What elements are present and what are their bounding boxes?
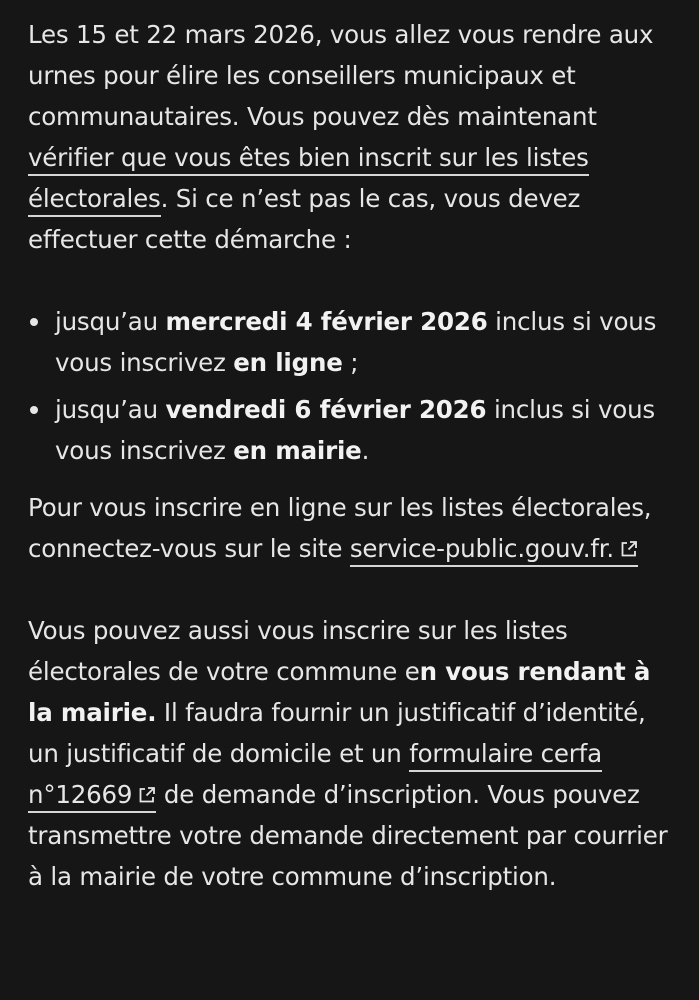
mairie-text-2: Il faudra fournir un justificatif d’identité, un justificatif de domicile et un: [28, 698, 646, 768]
deadline-method: en mairie: [233, 436, 362, 465]
bullet-icon: [30, 406, 38, 414]
deadline-method: en ligne: [233, 348, 343, 377]
deadline-prefix: jusqu’au: [55, 395, 166, 424]
external-link-icon: [138, 786, 156, 804]
list-item: [28, 301, 678, 383]
external-link-icon: [620, 540, 638, 558]
cerfa-link-label: formulaire cerfa n°12669: [28, 739, 602, 809]
deadline-date: vendredi 6 février 2026: [165, 395, 487, 424]
online-paragraph: [28, 487, 678, 569]
mairie-paragraph: [28, 610, 678, 897]
list-item: [28, 389, 678, 471]
service-public-link[interactable]: [350, 534, 638, 567]
deadline-condition: inclus si vous vous inscrivez: [55, 307, 657, 377]
service-public-link-label: service-public.gouv.fr.: [349, 534, 615, 563]
deadline-date: mercredi 4 février 2026: [165, 307, 488, 336]
article-content: [28, 14, 678, 897]
deadline-list: [28, 301, 678, 471]
deadline-prefix: jusqu’au: [55, 307, 166, 336]
mairie-bold: n vous rendant à la mairie.: [28, 657, 651, 727]
bullet-icon: [30, 318, 38, 326]
verify-registration-link[interactable]: vérifier que vous êtes bien inscrit sur les listes électorales: [28, 143, 589, 217]
deadline-condition: inclus si vous vous inscrivez: [55, 395, 655, 465]
online-text: Pour vous inscrire en ligne sur les listes électorales, connectez-vous sur le site: [28, 493, 652, 563]
mairie-text: Vous pouvez aussi vous inscrire sur les listes électorales de votre commune e: [28, 616, 568, 686]
intro-paragraph: [28, 14, 678, 260]
mairie-text-3: de demande d’inscription. Vous pouvez transmettre votre demande directement par courrier à la mairie de votre commune d’inscription.: [28, 780, 668, 891]
intro-text: Les 15 et 22 mars 2026, vous allez vous rendre aux urnes pour élire les conseillers municipaux et communautaires. Vous pouvez dès maintenant: [28, 20, 654, 131]
deadline-suffix: .: [361, 436, 370, 465]
deadline-suffix: ;: [342, 348, 359, 377]
intro-text-end: . Si ce n’est pas le cas, vous devez effectuer cette démarche :: [28, 184, 581, 254]
